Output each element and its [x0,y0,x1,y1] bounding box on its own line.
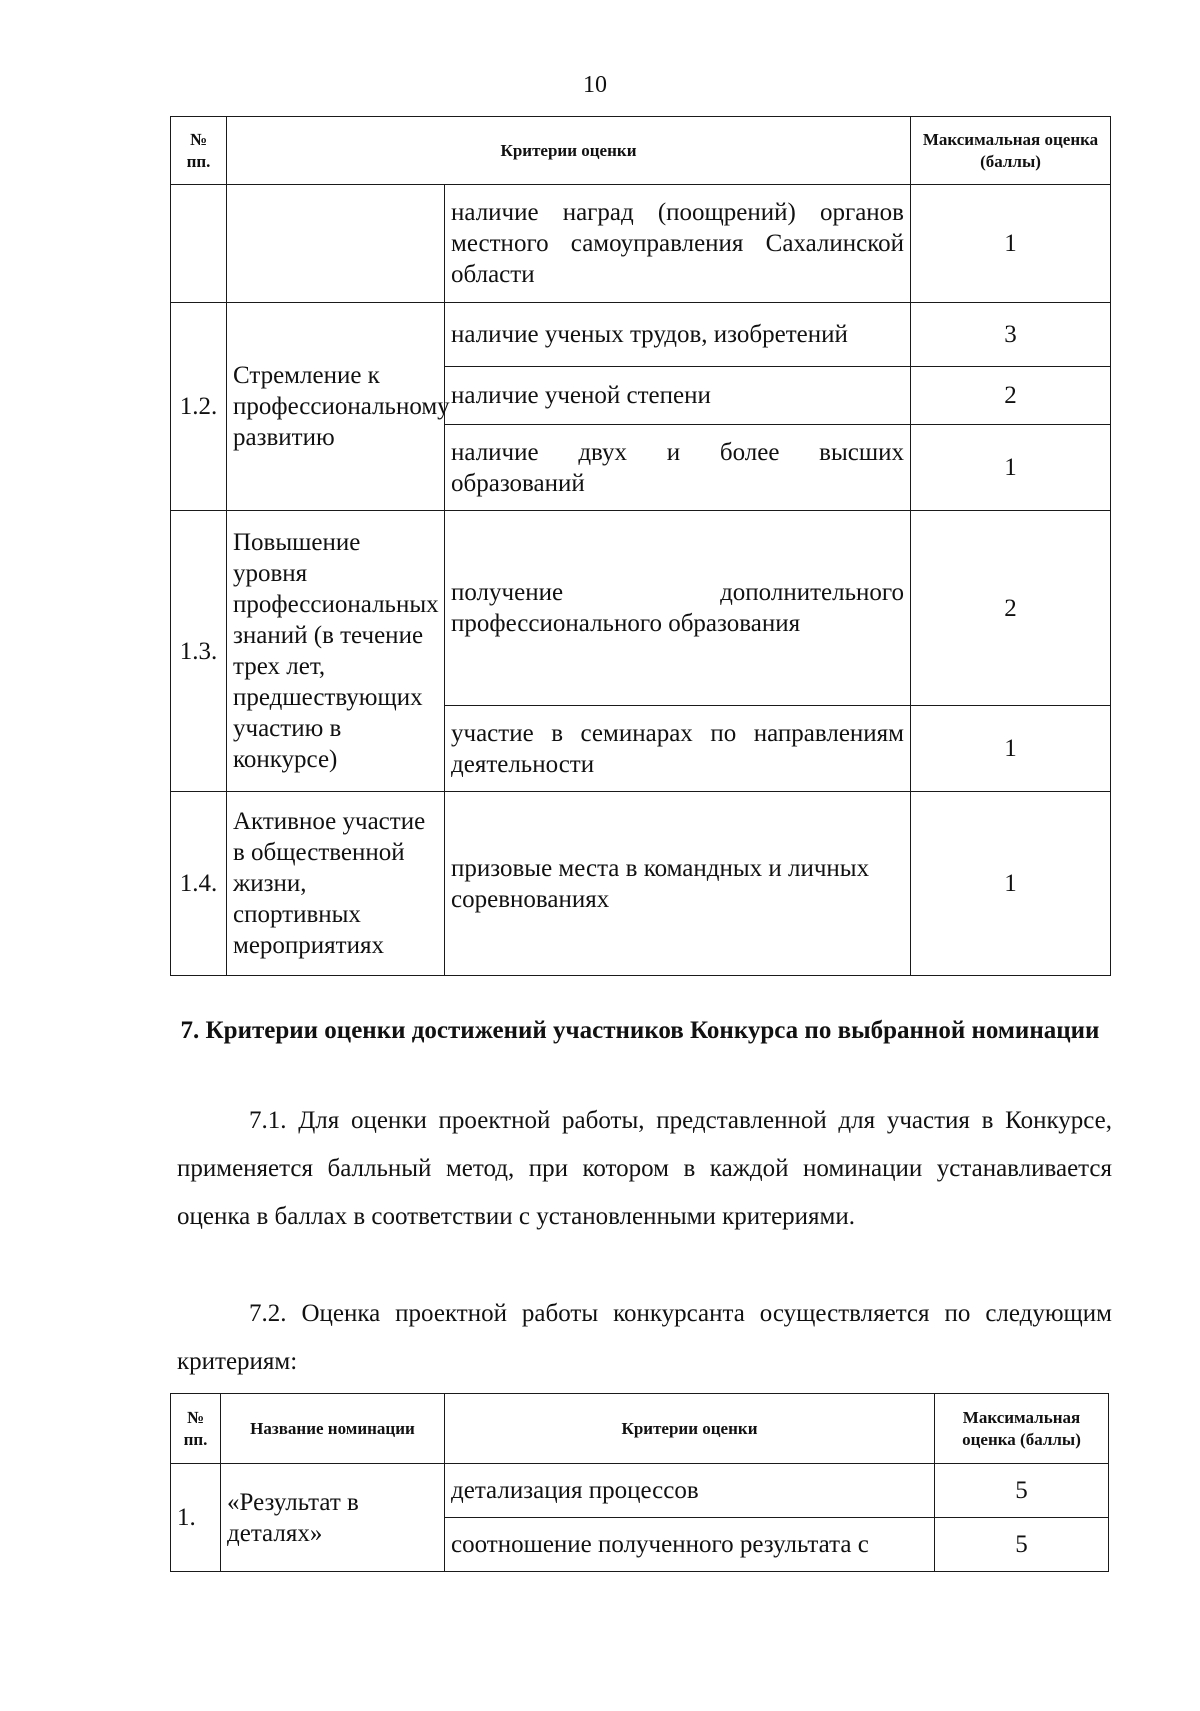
page-number: 10 [583,72,607,98]
row-score: 1 [911,706,1111,792]
row-criterion: наличие ученых трудов, изобретений [445,303,911,367]
table-row [171,792,1111,976]
header-num: № пп. [171,117,227,185]
row-score: 1 [911,792,1111,976]
table-row [171,1464,1109,1518]
row-num: 1.2. [171,303,227,511]
row-score: 2 [911,511,1111,706]
header-criteria: Критерии оценки [445,1394,935,1464]
header-criteria: Критерии оценки [227,117,911,185]
table-row [171,511,1111,706]
row-group: Повышение уровня профессиональных знаний (в течение трех лет, предшествующих участию в конкурсе) [227,511,445,792]
paragraph-7-2: 7.2. Оценка проектной работы конкурсанта осуществляется по следующим критериям: [177,1300,1112,1375]
table-row [171,303,1111,367]
table-header-row [171,117,1111,185]
section-heading: 7. Критерии оценки достижений участников Конкурса по выбранной номинации [180,1017,1100,1044]
header-max-score: Максимальная оценка (баллы) [935,1394,1109,1464]
row-criterion: получение дополнительного профессионального образования [445,511,911,706]
table-row [171,185,1111,303]
row-criterion: участие в семинарах по направлениям деятельности [445,706,911,792]
row-score: 5 [935,1464,1109,1518]
row-criterion: соотношение полученного результата с [445,1518,935,1572]
row-score: 1 [911,185,1111,303]
row-num: 1. [171,1464,221,1572]
row-score: 3 [911,303,1111,367]
row-group [227,185,445,303]
row-criterion: наличие двух и более высших образований [445,425,911,511]
row-criterion: наличие наград (поощрений) органов местного самоуправления Сахалинской области [445,185,911,303]
table-header-row [171,1394,1109,1464]
paragraph-7-1: 7.1. Для оценки проектной работы, представленной для участия в Конкурсе, применяется балльный метод, при котором в каждой номинации устанавливается оценка в баллах в соответствии с установленными критериями. [177,1107,1112,1230]
header-max-score: Максимальная оценка (баллы) [911,117,1111,185]
criteria-table-1 [170,116,1111,976]
row-num [171,185,227,303]
row-group: Активное участие в общественной жизни, спортивных мероприятиях [227,792,445,976]
row-criterion: наличие ученой степени [445,367,911,425]
row-score: 5 [935,1518,1109,1572]
criteria-table-2 [170,1393,1109,1572]
row-score: 1 [911,425,1111,511]
row-nomination: «Результат в деталях» [221,1464,445,1572]
header-nomination: Название номинации [221,1394,445,1464]
row-score: 2 [911,367,1111,425]
header-num: № пп. [171,1394,221,1464]
row-criterion: призовые места в командных и личных соревнованиях [445,792,911,976]
row-num: 1.3. [171,511,227,792]
row-num: 1.4. [171,792,227,976]
row-criterion: детализация процессов [445,1464,935,1518]
row-group: Стремление к профессиональному развитию [227,303,445,511]
